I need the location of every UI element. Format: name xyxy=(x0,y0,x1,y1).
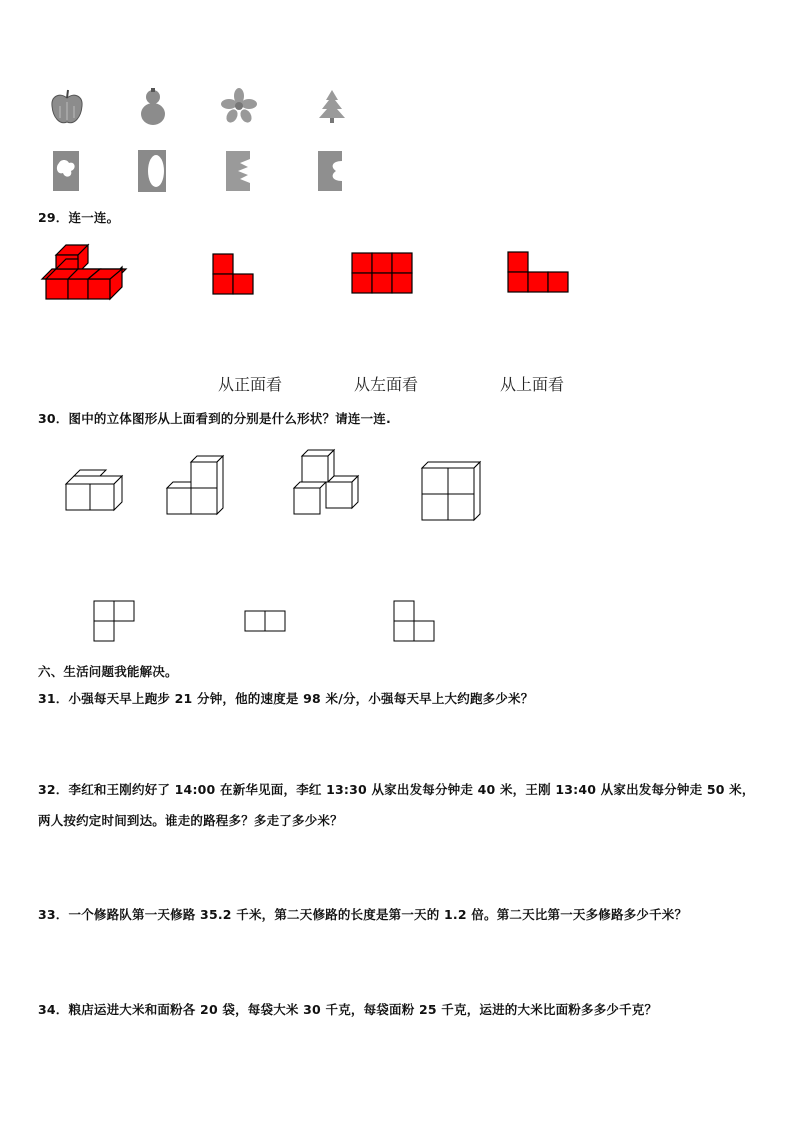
gourd-icon xyxy=(138,88,168,126)
question-29: 29．连一连。 xyxy=(38,210,120,225)
apple-icon xyxy=(50,88,84,126)
stamp-card-4 xyxy=(318,151,342,191)
red-view-grid xyxy=(351,252,413,294)
view-label-left: 从左面看 xyxy=(354,375,419,394)
stamp-card-1 xyxy=(53,151,79,191)
solid-figure-4 xyxy=(420,460,484,522)
tree-icon xyxy=(316,90,348,124)
question-32-line-1: 32．李红和王刚约好了 14:00 在新华见面，李红 13:30 从家出发每分钟走 40 米，王刚 13:40 从家出发每分钟走 50 米， xyxy=(38,782,755,797)
red-view-l-long xyxy=(507,251,569,293)
red-cube-solid xyxy=(44,241,128,301)
red-view-l-small xyxy=(212,253,254,295)
question-31: 31．小强每天早上跑步 21 分钟，他的速度是 98 米/分，小强每天早上大约跑多少米？ xyxy=(38,691,534,706)
view-label-top: 从上面看 xyxy=(500,375,565,394)
stamp-card-2 xyxy=(138,150,166,192)
question-33: 33．一个修路队第一天修路 35.2 千米，第二天修路的长度是第一天的 1.2 倍。第二天比第一天多修路多少千米？ xyxy=(38,907,688,922)
solid-figure-1 xyxy=(64,466,126,512)
stamp-card-3 xyxy=(226,151,250,191)
top-view-shape-1 xyxy=(93,600,137,642)
flower-icon xyxy=(221,88,257,124)
section-6-heading: 六、生活问题我能解决。 xyxy=(38,664,178,679)
solid-figure-3 xyxy=(292,448,362,518)
top-view-shape-3 xyxy=(393,600,437,642)
top-view-shape-2 xyxy=(244,610,286,632)
solid-figure-2 xyxy=(165,454,227,516)
question-30: 30．图中的立体图形从上面看到的分别是什么形状？请连一连. xyxy=(38,411,391,426)
question-32-line-2: 两人按约定时间到达。谁走的路程多？多走了多少米？ xyxy=(38,813,343,828)
view-label-front: 从正面看 xyxy=(218,375,283,394)
question-34: 34．粮店运进大米和面粉各 20 袋，每袋大米 30 千克，每袋面粉 25 千克，运进的大米比面粉多多少千克？ xyxy=(38,1002,658,1017)
